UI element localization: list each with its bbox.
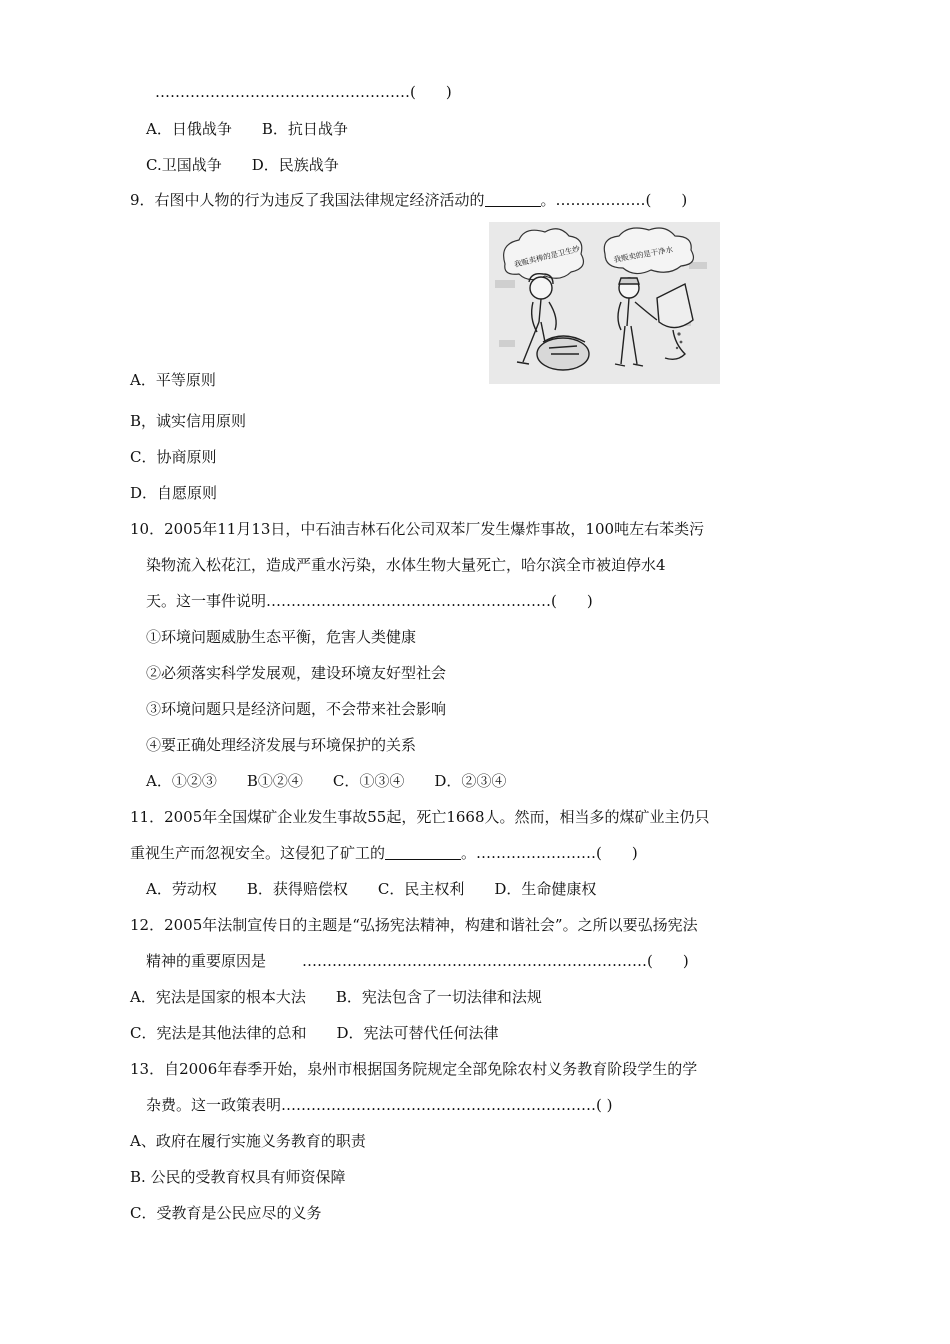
q9-option-b: B，诚实信用原则 bbox=[130, 412, 247, 430]
q10-stem-line3: 天。这一事件说明…………………………………………………( ) bbox=[146, 592, 593, 610]
q10-statement-3: ③环境问题只是经济问题，不会带来社会影响 bbox=[146, 700, 447, 718]
q12-stem-line1: 12．2005年法制宣传日的主题是“弘扬宪法精神，构建和谐社会”。之所以要弘扬宪法 bbox=[130, 916, 698, 934]
q11-stem-tail: 。……………………( ) bbox=[461, 844, 638, 862]
q12-stem-tail: ……………………………………………………………( ) bbox=[302, 952, 689, 970]
q9-option-c: C．协商原则 bbox=[130, 448, 217, 466]
q8-stem-tail: ……………………………………………( ) bbox=[155, 83, 452, 101]
q10-statement-2: ②必须落实科学发展观，建设环境友好型社会 bbox=[146, 664, 447, 682]
q13-option-b: B. 公民的受教育权具有师资保障 bbox=[130, 1168, 346, 1186]
q9-option-a: A．平等原则 bbox=[130, 371, 216, 389]
answer-blank bbox=[385, 844, 461, 860]
q10-statement-1: ①环境问题威胁生态平衡，危害人类健康 bbox=[146, 628, 417, 646]
q13-stem-line2: 杂费。这一政策表明………………………………………………………( ) bbox=[146, 1096, 613, 1114]
q11-stem-line2 bbox=[130, 843, 638, 863]
q11-stem-text: 重视生产而忽视安全。这侵犯了矿工的 bbox=[130, 844, 386, 862]
q12-options-cd: C．宪法是其他法律的总和 D．宪法可替代任何法律 bbox=[130, 1024, 499, 1042]
cartoon-illustration bbox=[489, 222, 720, 384]
answer-blank bbox=[485, 191, 541, 207]
q11-stem-line1: 11．2005年全国煤矿企业发生事故55起，死亡1668人。然而，相当多的煤矿业主仍只 bbox=[130, 808, 710, 826]
q9-stem-text: 9．右图中人物的行为违反了我国法律规定经济活动的 bbox=[130, 191, 485, 209]
q12-stem-text: 精神的重要原因是 bbox=[146, 952, 267, 970]
q10-stem-line2: 染物流入松花江，造成严重水污染，水体生物大量死亡，哈尔滨全市被迫停水4 bbox=[146, 556, 666, 574]
q9-option-d: D．自愿原则 bbox=[130, 484, 218, 502]
q8-options-ab: A．日俄战争 B．抗日战争 bbox=[146, 120, 348, 138]
q10-stem-line1: 10．2005年11月13日，中石油吉林石化公司双苯厂发生爆炸事故，100吨左右苯类污 bbox=[130, 520, 705, 538]
q13-option-c: C．受教育是公民应尽的义务 bbox=[130, 1204, 322, 1222]
q10-statement-4: ④要正确处理经济发展与环境保护的关系 bbox=[146, 736, 417, 754]
right-bubble-text: 我贩卖的是干净水 bbox=[613, 244, 674, 265]
q12-options-ab: A．宪法是国家的根本大法 B．宪法包含了一切法律和法规 bbox=[130, 988, 542, 1006]
q10-options: A．①②③ B①②④ C．①③④ D．②③④ bbox=[146, 772, 507, 790]
q11-options: A．劳动权 B．获得赔偿权 C．民主权利 D．生命健康权 bbox=[146, 880, 597, 898]
q13-option-a: A、政府在履行实施义务教育的职责 bbox=[130, 1132, 366, 1150]
left-bubble-text: 我贩卖棒的是卫生纱 bbox=[513, 244, 581, 270]
q13-stem-line1: 13．自2006年春季开始，泉州市根据国务院规定全部免除农村义务教育阶段学生的学 bbox=[130, 1060, 698, 1078]
q8-options-cd: C.卫国战争 D．民族战争 bbox=[146, 156, 339, 174]
q9-stem bbox=[130, 190, 687, 210]
q9-stem-tail: 。………………( ) bbox=[540, 191, 688, 209]
q12-stem-line2 bbox=[146, 951, 689, 971]
